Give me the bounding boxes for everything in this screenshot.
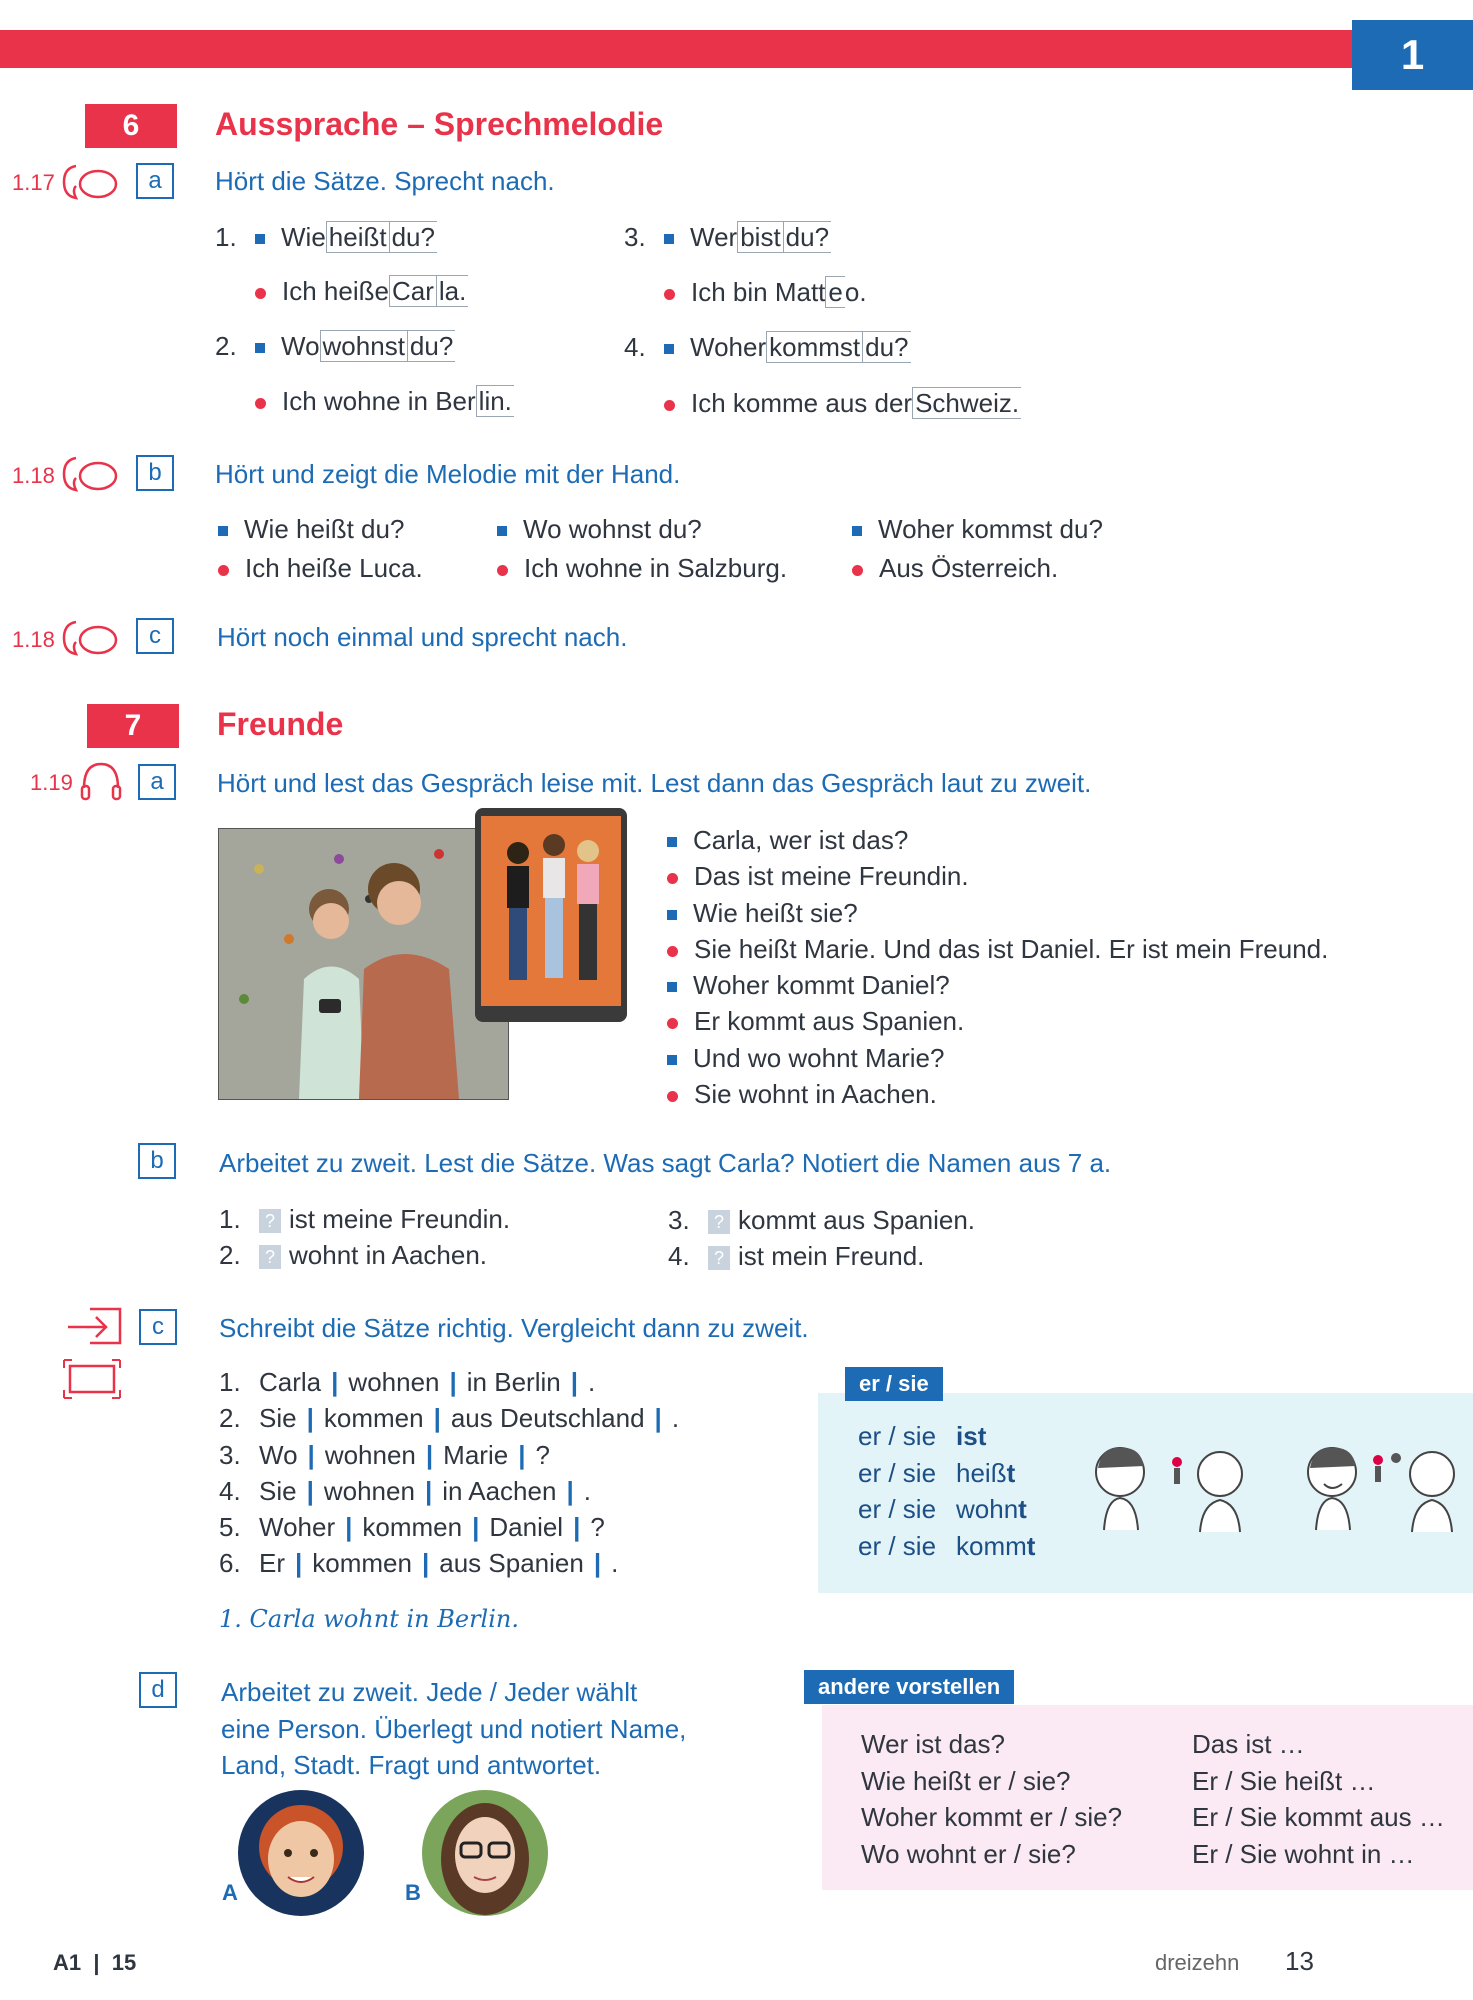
exercise-6-title: Aussprache – Sprechmelodie [215, 106, 664, 142]
grammar-tag: er / sie [845, 1367, 943, 1401]
melody-item-3: 3. Wer bist du? [624, 222, 830, 252]
melody-answer-2: Ich wohne in Ber lin. [255, 386, 514, 417]
speaker-dot-icon [218, 565, 229, 576]
exercise-7d-instruction: Arbeitet zu zweit. Jede / Jeder wählt eine Person. Überlegt und notiert Name, Land, Stadt. Fragt und antwortet. [221, 1677, 687, 1780]
dialog-line: Wie heißt sie? [667, 895, 1328, 931]
fill-items-left: 1. ? ist meine Freundin. 2. ? wohnt in Aachen. [219, 1204, 511, 1270]
exercise-7a-instruction: Hört und lest das Gespräch leise mit. Lest dann das Gespräch laut zu zweit. [217, 768, 1092, 798]
speaker-dot-icon [664, 400, 675, 411]
dialog-line: Das ist meine Freundin. [667, 858, 1328, 894]
speaker-square-icon [667, 910, 677, 920]
exercise-7d-letter: d [139, 1672, 177, 1708]
exercise-7c-letter: c [139, 1309, 177, 1345]
track-6b: 1.18 [12, 463, 55, 488]
friends-photo [218, 828, 509, 1100]
waving-cartoon-icon [1302, 1440, 1462, 1540]
exercise-6c-instruction: Hört noch einmal und sprecht nach. [217, 622, 628, 652]
headphones-icon [78, 758, 124, 804]
example-answer: 1. Carla wohnt in Berlin. [219, 1605, 519, 1633]
phone-photo [475, 808, 627, 1022]
speaker-square-icon [667, 837, 677, 847]
speaking-icon [58, 616, 120, 660]
speaker-dot-icon [255, 288, 266, 299]
exercise-7-title: Freunde [217, 706, 344, 742]
melody-answer-3: Ich bin Matt eo. [664, 277, 867, 308]
exercise-7b-instruction: Arbeitet zu zweit. Lest die Sätze. Was sagt Carla? Notiert die Namen aus 7 a. [219, 1148, 1112, 1178]
person-b-label: B [405, 1880, 421, 1905]
phrases-tag: andere vorstellen [804, 1670, 1014, 1704]
melody-item-4: 4. Woher kommst du? [624, 332, 909, 362]
melody-answer-4: Ich komme aus der Schweiz. [664, 388, 1021, 419]
melody-item-2: 2. Wo wohnst du? [215, 331, 454, 361]
speaker-square-icon [497, 526, 507, 536]
dialog-line: Und wo wohnt Marie? [667, 1040, 1328, 1076]
speaker-dot-icon [255, 398, 266, 409]
speaker-dot-icon [667, 946, 678, 957]
footer-word: dreizehn [1155, 1950, 1240, 1975]
dialog-line: Sie heißt Marie. Und das ist Daniel. Er ist mein Freund. [667, 931, 1328, 967]
dialog-line: Woher kommt Daniel? [667, 967, 1328, 1003]
phrases-questions: Wer ist das? Wie heißt er / sie? Woher kommt er / sie? Wo wohnt er / sie? [861, 1729, 1123, 1869]
exercise-7-number: 7 [87, 704, 179, 748]
exercise-6a-letter: a [136, 163, 174, 199]
speaking-icon [58, 160, 120, 204]
speaker-dot-icon [497, 565, 508, 576]
blank-placeholder-icon: ? [708, 1246, 730, 1270]
dialog-line: Er kommt aus Spanien. [667, 1003, 1328, 1039]
dialog-line: Sie wohnt in Aachen. [667, 1076, 1328, 1112]
speaker-square-icon [664, 344, 674, 354]
speaker-square-icon [255, 234, 265, 244]
pair-3: Woher kommst du? Aus Österreich. [852, 514, 1103, 584]
dialog-line: Carla, wer ist das? [667, 822, 1328, 858]
header-bar [0, 30, 1352, 68]
exercise-6a-instruction: Hört die Sätze. Sprecht nach. [215, 166, 555, 196]
chapter-number: 1 [1352, 20, 1473, 90]
exercise-7a-letter: a [138, 764, 176, 800]
melody-item-1: 1. Wie heißt du? [215, 222, 435, 252]
fill-items-right: 3. ? kommt aus Spanien. 4. ? ist mein Freund. [668, 1205, 976, 1271]
pair-2: Wo wohnst du? Ich wohne in Salzburg. [497, 514, 787, 584]
pointing-cartoon-icon [1090, 1440, 1250, 1540]
melody-answer-1: Ich heiße Car la. [255, 276, 468, 307]
speaker-square-icon [667, 1055, 677, 1065]
exercise-7b-letter: b [138, 1143, 176, 1179]
speaker-square-icon [255, 343, 265, 353]
track-6c: 1.18 [12, 627, 55, 652]
speaking-icon [58, 452, 120, 496]
speaker-square-icon [218, 526, 228, 536]
dialog [667, 822, 1328, 1112]
person-a-label: A [222, 1880, 238, 1905]
track-7a: 1.19 [30, 770, 73, 795]
exercise-6-number: 6 [85, 104, 177, 148]
blank-placeholder-icon: ? [259, 1245, 281, 1269]
speaker-square-icon [852, 526, 862, 536]
notebook-icon [62, 1358, 122, 1400]
phrases-answers: Das ist … Er / Sie heißt … Er / Sie kommt aus … Er / Sie wohnt in … [1192, 1729, 1445, 1869]
speaker-dot-icon [664, 289, 675, 300]
blank-placeholder-icon: ? [259, 1209, 281, 1233]
speaker-square-icon [667, 982, 677, 992]
page-number: 13 [1285, 1946, 1314, 1976]
footer-level: A1 | 15 [53, 1950, 137, 1975]
track-6a: 1.17 [12, 170, 55, 195]
speaker-dot-icon [667, 1018, 678, 1029]
blank-placeholder-icon: ? [708, 1210, 730, 1234]
speaker-square-icon [664, 234, 674, 244]
grammar-table: er / sie ist er / sie heißt er / sie wohnt er / sie kommt [858, 1421, 1036, 1561]
exercise-6b-instruction: Hört und zeigt die Melodie mit der Hand. [215, 459, 681, 489]
speaker-dot-icon [667, 1091, 678, 1102]
speaker-dot-icon [852, 565, 863, 576]
exercise-6b-letter: b [136, 455, 174, 491]
speaker-dot-icon [667, 873, 678, 884]
exercise-7c-instruction: Schreibt die Sätze richtig. Vergleicht dann zu zweit. [219, 1313, 809, 1343]
person-a-photo [236, 1789, 366, 1917]
person-b-photo [420, 1789, 550, 1917]
pair-1: Wie heißt du? Ich heiße Luca. [218, 514, 423, 584]
exercise-6c-letter: c [136, 618, 174, 654]
write-arrow-icon [66, 1305, 124, 1347]
scramble-list: 1. Carla | wohnen | in Berlin | . 2. Sie | kommen | aus Deutschland | . 3. Wo | wohnen | Marie | ? 4. Sie | wohnen | in Aachen | . 5. Woher | kommen | Daniel | ? 6. Er | kommen | aus Spanien | . [219, 1367, 680, 1579]
